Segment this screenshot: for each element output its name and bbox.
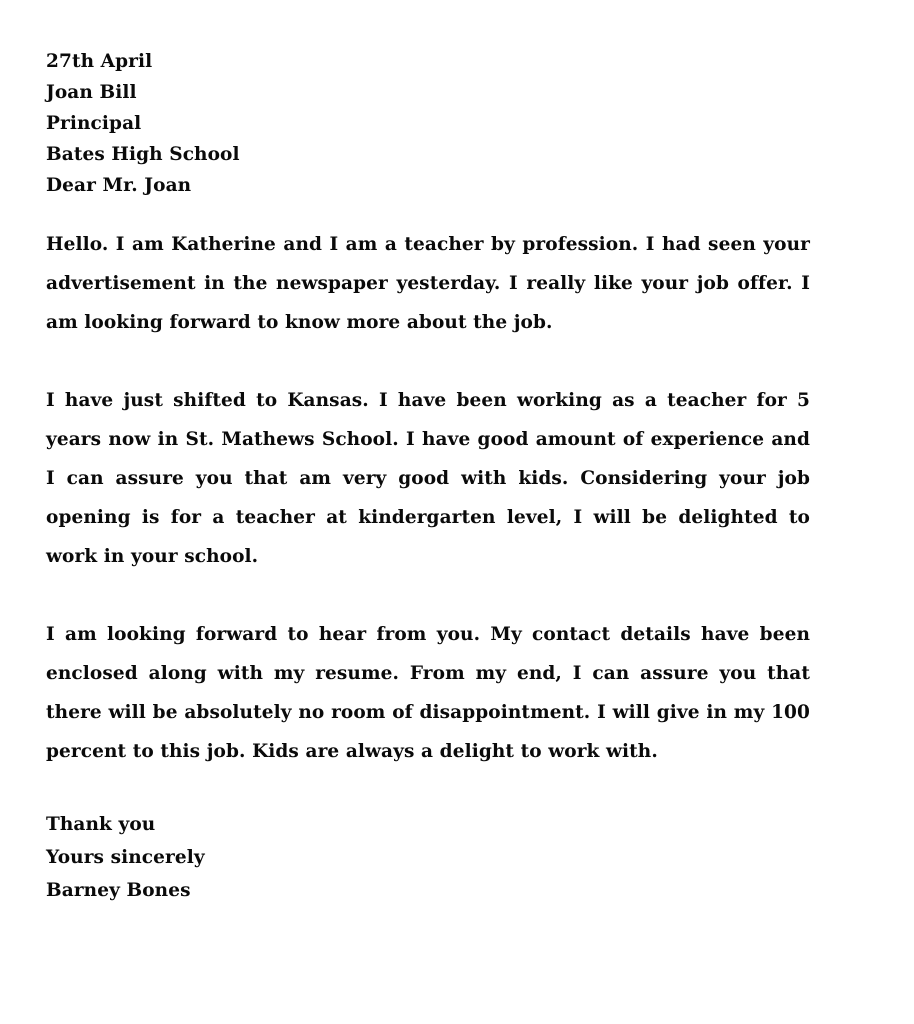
recipient-organization: Bates High School: [46, 144, 240, 165]
recipient-name: Joan Bill: [46, 82, 137, 103]
body-paragraph-2: I have just shifted to Kansas. I have been working as a teacher for 5 years now in St. Mathews School. I have good amount of experience and I can assure you that am very good with kids. Considering your job opening is for a teacher at kindergarten level, I will be delighted to work in your school.: [46, 390, 810, 567]
letter-header-block: [46, 46, 810, 201]
closing-block: [46, 808, 810, 907]
letter-date: 27th April: [46, 51, 153, 72]
spacer-before-closing: [46, 771, 810, 808]
signature-name: Barney Bones: [46, 880, 191, 901]
body-paragraph-1: Hello. I am Katherine and I am a teacher by profession. I had seen your advertisement in the newspaper yesterday. I really like your job offer. I am looking forward to know more about the job.: [46, 234, 810, 333]
recipient-title: Principal: [46, 113, 142, 134]
salutation: Dear Mr. Joan: [46, 175, 192, 196]
closing-thanks: Thank you: [46, 814, 156, 835]
spacer-paragraph-1-2: [46, 342, 810, 381]
body-paragraph-3: I am looking forward to hear from you. My contact details have been enclosed along with my resume. From my end, I can assure you that there will be absolutely no room of disappointment. I will give in my 100 percent to this job. Kids are always a delight to work with.: [46, 624, 810, 762]
letter-body: [46, 46, 810, 907]
spacer-paragraph-2-3: [46, 576, 810, 615]
closing-valediction: Yours sincerely: [46, 847, 205, 868]
spacer-before-body: [46, 201, 810, 225]
